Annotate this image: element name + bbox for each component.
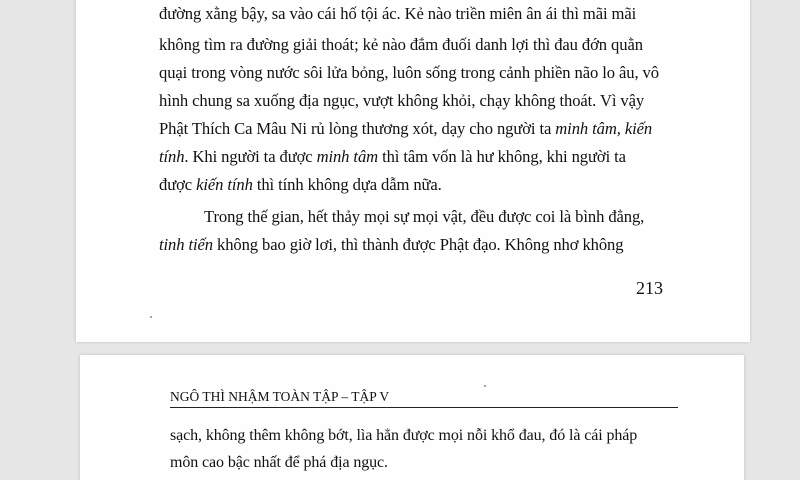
page-213 xyxy=(76,0,750,342)
text-run: sạch, không thêm không bớt, lìa hẳn được mọi nỗi khổ đau, đó là cái pháp xyxy=(170,427,638,444)
text-line xyxy=(159,4,636,24)
text-run: quại trong vòng nước sôi lửa bỏng, luôn sống trong cảnh phiền não lo âu, vô xyxy=(159,63,659,82)
italic-term: tinh tiến xyxy=(159,235,213,254)
italic-term: minh tâm, kiến xyxy=(555,119,653,138)
text-run: đường xằng bậy, sa vào cái hố tội ác. Kẻ nào triền miên ân ái thì mãi mãi xyxy=(159,4,637,23)
text-line xyxy=(159,35,643,55)
text-run: Phật Thích Ca Mâu Ni rủ lòng thương xót, dạy cho người ta xyxy=(159,119,556,138)
italic-term: kiến tính xyxy=(196,175,253,194)
text-run: hình chung sa xuống địa ngục, vượt không khỏi, chạy không thoát. Vì vậy xyxy=(159,91,645,110)
text-line xyxy=(159,147,626,167)
text-line xyxy=(170,426,637,446)
page-214 xyxy=(80,355,744,480)
italic-term: tính xyxy=(159,147,185,166)
text-line xyxy=(159,235,623,255)
text-run: không tìm ra đường giải thoát; kẻ nào đắm đuối danh lợi thì đau đớn quằn xyxy=(159,35,643,54)
text-line xyxy=(159,91,644,111)
text-line xyxy=(159,175,442,195)
text-run: Trong thế gian, hết thảy mọi sự mọi vật, đều được coi là bình đẳng, xyxy=(204,207,645,226)
page-number: 213 xyxy=(636,278,663,298)
italic-term: minh tâm xyxy=(316,147,379,166)
text-line xyxy=(204,207,644,227)
scan-speck xyxy=(150,316,152,318)
text-run: thì tính không dựa dẫm nữa. xyxy=(252,175,442,194)
text-run: không bao giờ lơi, thì thành được Phật đạo. Không nhơ không xyxy=(212,235,624,254)
text-line xyxy=(159,119,652,139)
running-header: NGÔ THÌ NHẬM TOÀN TẬP – TẬP V xyxy=(170,389,678,408)
text-run: thì tâm vốn là hư không, khi người ta xyxy=(378,147,626,166)
text-line xyxy=(170,453,388,473)
text-run: được xyxy=(159,175,197,194)
text-run: môn cao bậc nhất để phá địa ngục. xyxy=(170,454,388,471)
scan-speck xyxy=(484,385,486,387)
text-line xyxy=(159,63,659,83)
text-run: . Khi người ta được xyxy=(184,147,317,166)
